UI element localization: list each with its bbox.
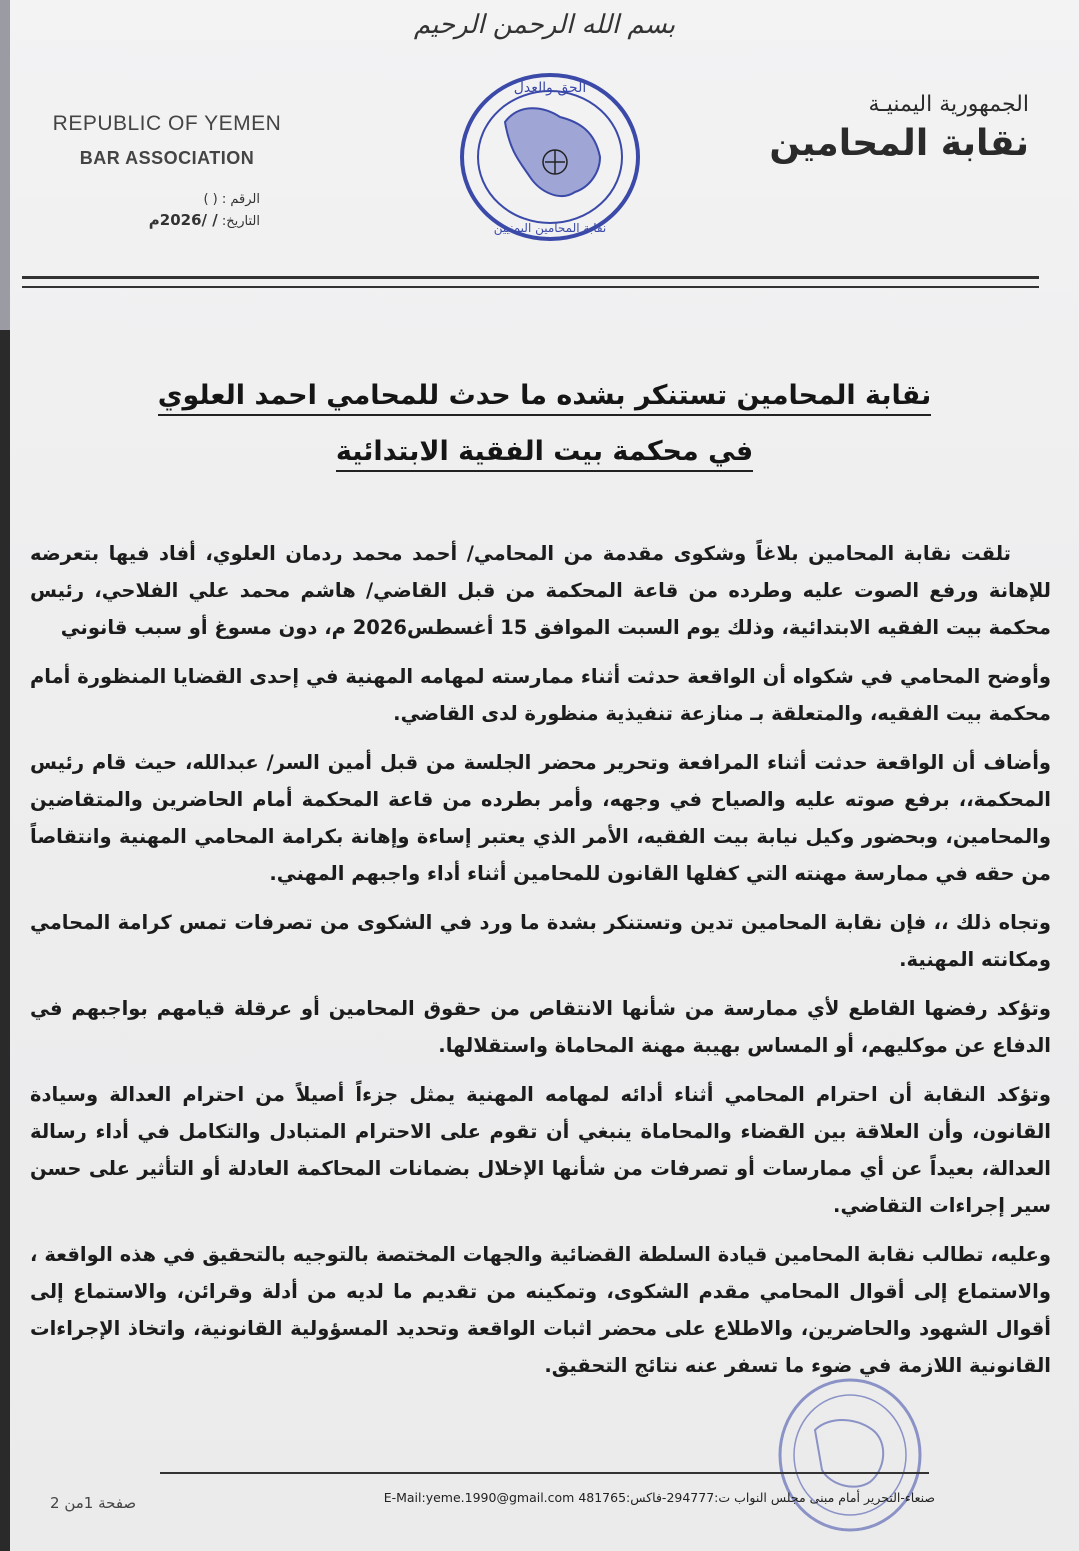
photo-edge-shadow [0,330,10,1551]
header-divider-secondary [22,286,1039,288]
logo-caption: نقابة المحامين اليمنيين [493,221,607,235]
date-value: / /2026م [148,211,218,229]
english-letterhead [22,112,312,169]
page-number: صفحة 1من 2 [50,1494,137,1512]
arabic-letterhead [769,92,1029,164]
document-title-line1: نقابة المحامين تستنكر بشده ما حدث للمحامي احمد العلوي [70,380,1019,411]
paragraph-5: وتؤكد رفضها القاطع لأي ممارسة من شأنها الانتقاص من حقوق المحامين أو عرقلة قيامهم بواجبهم في الدفاع عن موكليهم، أو المساس بهيبة مهنة المحاماة واستقلالها. [30,997,1051,1057]
footer-divider [160,1472,929,1474]
country-name-ar: الجمهورية اليمنيـة [868,92,1029,117]
reference-block [120,190,260,232]
document-page [10,0,1079,1551]
paragraph-7: وعليه، تطالب نقابة المحامين قيادة السلطة القضائية والجهات المختصة بالتوجيه بالتحقيق في هذه الواقعة ، والاستماع إلى أقوال المحامي مقدم الشكوى، وتمكينه من تقديم ما لديه من أدلة وقرائن، والاستماع إلى أقوال الشهود والحاضرين، والاطلاع على محضر اثبات الواقعة وتحديد المسؤولية القانونية، واتخاذ الإجراءات القانونية اللازمة في ضوء ما تسفر عنه نتائج التحقيق. [30,1243,1051,1377]
bar-association-logo [450,62,650,256]
letter-body [30,535,1051,1396]
official-stamp [770,1370,930,1544]
logo-motto: الحق والعدل [513,80,587,96]
paragraph-4: وتجاه ذلك ،، فإن نقابة المحامين تدين وتستنكر بشدة ما ورد في الشكوى من تصرفات تمس كرامة المحامي ومكانته المهنية. [30,911,1051,971]
country-name-en: REPUBLIC OF YEMEN [52,112,282,135]
date-label: التاريخ: [221,214,260,229]
paragraph-3: وأضاف أن الواقعة حدثت أثناء المرافعة وتحرير محضر الجلسة من قبل أمين السر/ عبدالله، حيث قام رئيس المحكمة،، برفع صوته عليه والصياح في وجهه، وأمر بطرده من قاعة المحكمة أمام الحاضرين والمتقاضين والمحامين، وبحضور وكيل نيابة بيت الفقيه، الأمر الذي يعتبر إساءة وإهانة بكرامة المحامي المهنية وانتقاصاً من حقه في ممارسة مهنته التي كفلها القانون للمحامين أثناء أداء واجبهم المهني. [30,751,1051,885]
footer-contact: صنعاء-التحرير أمام مبنى مجلس النواب ت:294777-فاكس:481765 E-Mail:yeme.1990@gmail.com [383,1490,935,1505]
document-title-line2: في محكمة بيت الفقية الابتدائية [70,436,1019,467]
paragraph-1: تلقت نقابة المحامين بلاغاً وشكوى مقدمة من المحامي/ أحمد محمد ردمان العلوي، أفاد فيها بتعرضه للإهانة ورفع الصوت عليه وطرده من قاعة المحكمة من قبل القاضي/ هاشم محمد علي الفلاحي، رئيس محكمة بيت الفقيه الابتدائية، وذلك يوم السبت الموافق 15 أغسطس2026 م، دون مسوغ أو سبب قانوني [30,542,1051,639]
paragraph-6: وتؤكد النقابة أن احترام المحامي أثناء أدائه لمهامه المهنية يمثل جزءاً أصيلاً من احترام العدالة وسيادة القانون، وأن العلاقة بين القضاء والمحاماة ينبغي أن تقوم على الاحترام المتبادل والتكامل في أداء رسالة العدالة، بعيداً عن أي ممارسات أو تصرفات من شأنها الإخلال بضمانات المحاكمة العادلة أو التأثير على حسن سير إجراءات التقاضي. [30,1083,1051,1217]
basmala: بسم الله الرحمن الرحيم [413,10,676,40]
header-divider [22,276,1039,279]
paragraph-2: وأوضح المحامي في شكواه أن الواقعة حدثت أثناء ممارسته لمهامه المهنية في إحدى القضايا المنظورة أمام محكمة بيت الفقيه، والمتعلقة بـ منازعة تنفيذية منظورة لدى القاضي. [30,665,1051,725]
date-line [120,210,260,232]
organization-name-ar: نقابة المحامين [769,123,1029,164]
ref-number: الرقم : ( ) [203,192,260,207]
organization-name-en: BAR ASSOCIATION [79,148,255,168]
